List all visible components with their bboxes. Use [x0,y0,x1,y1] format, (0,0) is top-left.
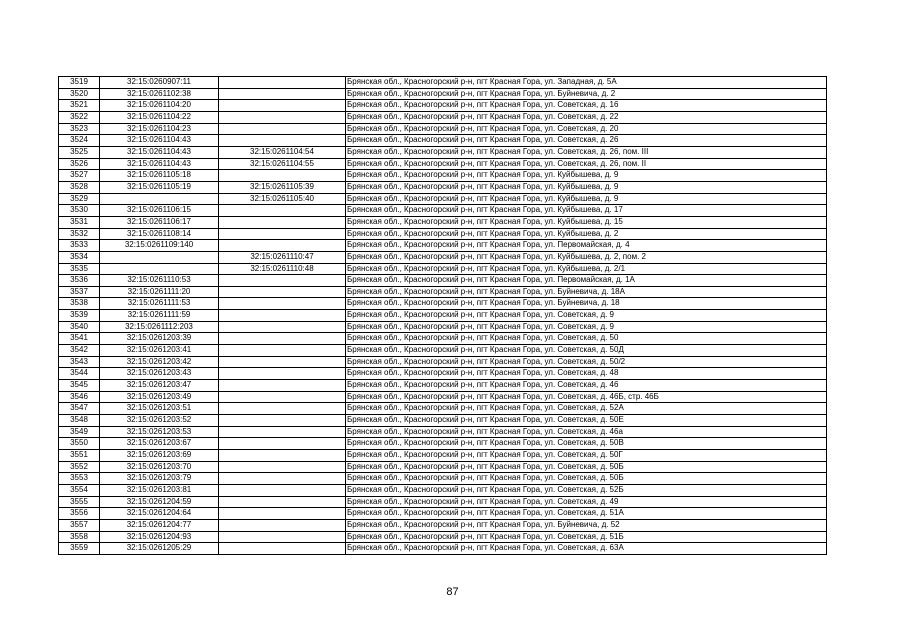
address-cell: Брянская обл., Красногорский р-н, пгт Красная Гора, ул. Советская, д. 63А [346,543,827,555]
sub-cadastral-number-cell [219,508,346,520]
row-number-cell: 3531 [59,216,100,228]
table-row [59,123,827,135]
row-number-cell: 3550 [59,438,100,450]
row-number-cell: 3521 [59,100,100,112]
address-cell: Брянская обл., Красногорский р-н, пгт Красная Гора, ул. Советская, д. 50Б [346,461,827,473]
address-cell: Брянская обл., Красногорский р-н, пгт Красная Гора, ул. Советская, д. 48 [346,368,827,380]
table-row [59,275,827,287]
address-cell: Брянская обл., Красногорский р-н, пгт Красная Гора, ул. Советская, д. 26, пом. II [346,158,827,170]
address-cell: Брянская обл., Красногорский р-н, пгт Красная Гора, ул. Советская, д. 50Б [346,473,827,485]
address-cell: Брянская обл., Красногорский р-н, пгт Красная Гора, ул. Буйневича, д. 52 [346,519,827,531]
sub-cadastral-number-cell [219,473,346,485]
table-row [59,263,827,275]
table-row [59,415,827,427]
address-cell: Брянская обл., Красногорский р-н, пгт Красная Гора, ул. Советская, д. 51Б [346,531,827,543]
row-number-cell: 3526 [59,158,100,170]
row-number-cell: 3535 [59,263,100,275]
table-row [59,251,827,263]
sub-cadastral-number-cell [219,135,346,147]
cadastral-number-cell: 32:15:0261112:203 [100,321,219,333]
table-row [59,519,827,531]
row-number-cell: 3546 [59,391,100,403]
table-row [59,240,827,252]
cadastral-number-cell: 32:15:0261205:29 [100,543,219,555]
sub-cadastral-number-cell [219,415,346,427]
property-registry-table [58,76,827,555]
table-row [59,181,827,193]
cadastral-number-cell: 32:15:0261203:42 [100,356,219,368]
address-cell: Брянская обл., Красногорский р-н, пгт Красная Гора, ул. Советская, д. 50 [346,333,827,345]
sub-cadastral-number-cell [219,438,346,450]
row-number-cell: 3532 [59,228,100,240]
row-number-cell: 3528 [59,181,100,193]
sub-cadastral-number-cell [219,310,346,322]
cadastral-number-cell: 32:15:0261104:22 [100,111,219,123]
row-number-cell: 3541 [59,333,100,345]
cadastral-number-cell: 32:15:0261111:20 [100,286,219,298]
address-cell: Брянская обл., Красногорский р-н, пгт Красная Гора, ул. Куйбышева, д. 15 [346,216,827,228]
cadastral-number-cell: 32:15:0261105:19 [100,181,219,193]
sub-cadastral-number-cell [219,228,346,240]
row-number-cell: 3543 [59,356,100,368]
row-number-cell: 3522 [59,111,100,123]
cadastral-number-cell: 32:15:0261104:23 [100,123,219,135]
sub-cadastral-number-cell [219,205,346,217]
row-number-cell: 3527 [59,170,100,182]
address-cell: Брянская обл., Красногорский р-н, пгт Красная Гора, ул. Куйбышева, д. 9 [346,170,827,182]
sub-cadastral-number-cell [219,216,346,228]
sub-cadastral-number-cell [219,519,346,531]
sub-cadastral-number-cell [219,356,346,368]
sub-cadastral-number-cell [219,100,346,112]
row-number-cell: 3525 [59,146,100,158]
address-cell: Брянская обл., Красногорский р-н, пгт Красная Гора, ул. Буйневича, д. 2 [346,88,827,100]
row-number-cell: 3524 [59,135,100,147]
address-cell: Брянская обл., Красногорский р-н, пгт Красная Гора, ул. Куйбышева, д. 9 [346,193,827,205]
sub-cadastral-number-cell: 32:15:0261105:39 [219,181,346,193]
row-number-cell: 3559 [59,543,100,555]
table-row [59,368,827,380]
cadastral-number-cell: 32:15:0261111:53 [100,298,219,310]
row-number-cell: 3520 [59,88,100,100]
address-cell: Брянская обл., Красногорский р-н, пгт Красная Гора, ул. Советская, д. 50/2 [346,356,827,368]
cadastral-number-cell: 32:15:0261106:17 [100,216,219,228]
address-cell: Брянская обл., Красногорский р-н, пгт Красная Гора, ул. Советская, д. 9 [346,310,827,322]
cadastral-number-cell: 32:15:0261203:69 [100,450,219,462]
sub-cadastral-number-cell [219,298,346,310]
address-cell: Брянская обл., Красногорский р-н, пгт Красная Гора, ул. Советская, д. 26 [346,135,827,147]
cadastral-number-cell [100,263,219,275]
table-row [59,170,827,182]
table-row [59,77,827,89]
address-cell: Брянская обл., Красногорский р-н, пгт Красная Гора, ул. Советская, д. 50Д [346,345,827,357]
cadastral-number-cell: 32:15:0261203:43 [100,368,219,380]
cadastral-number-cell: 32:15:0261203:79 [100,473,219,485]
sub-cadastral-number-cell [219,543,346,555]
address-cell: Брянская обл., Красногорский р-н, пгт Красная Гора, ул. Советская, д. 46а [346,426,827,438]
sub-cadastral-number-cell [219,496,346,508]
registry-table-body [59,77,827,555]
table-row [59,88,827,100]
table-row [59,135,827,147]
table-row [59,380,827,392]
table-row [59,100,827,112]
row-number-cell: 3523 [59,123,100,135]
cadastral-number-cell [100,193,219,205]
table-row [59,356,827,368]
sub-cadastral-number-cell [219,426,346,438]
sub-cadastral-number-cell: 32:15:0261104:55 [219,158,346,170]
address-cell: Брянская обл., Красногорский р-н, пгт Красная Гора, ул. Советская, д. 52Б [346,484,827,496]
cadastral-number-cell: 32:15:0261203:47 [100,380,219,392]
table-row [59,310,827,322]
cadastral-number-cell: 32:15:0260907:11 [100,77,219,89]
cadastral-number-cell: 32:15:0261108:14 [100,228,219,240]
address-cell: Брянская обл., Красногорский р-н, пгт Красная Гора, ул. Советская, д. 22 [346,111,827,123]
row-number-cell: 3534 [59,251,100,263]
cadastral-number-cell: 32:15:0261109:140 [100,240,219,252]
table-row [59,298,827,310]
table-row [59,216,827,228]
table-row [59,461,827,473]
address-cell: Брянская обл., Красногорский р-н, пгт Красная Гора, ул. Куйбышева, д. 2, пом. 2 [346,251,827,263]
sub-cadastral-number-cell [219,368,346,380]
address-cell: Брянская обл., Красногорский р-н, пгт Красная Гора, ул. Буйневича, д. 18 [346,298,827,310]
table-row [59,111,827,123]
row-number-cell: 3533 [59,240,100,252]
address-cell: Брянская обл., Красногорский р-н, пгт Красная Гора, ул. Советская, д. 50Г [346,450,827,462]
sub-cadastral-number-cell [219,88,346,100]
address-cell: Брянская обл., Красногорский р-н, пгт Красная Гора, ул. Куйбышева, д. 2 [346,228,827,240]
row-number-cell: 3552 [59,461,100,473]
table-row [59,508,827,520]
sub-cadastral-number-cell [219,123,346,135]
cadastral-number-cell: 32:15:0261203:81 [100,484,219,496]
table-row [59,146,827,158]
cadastral-number-cell: 32:15:0261203:67 [100,438,219,450]
row-number-cell: 3537 [59,286,100,298]
cadastral-number-cell: 32:15:0261104:43 [100,135,219,147]
table-row [59,158,827,170]
table-row [59,403,827,415]
address-cell: Брянская обл., Красногорский р-н, пгт Красная Гора, ул. Советская, д. 46 [346,380,827,392]
row-number-cell: 3558 [59,531,100,543]
cadastral-number-cell [100,251,219,263]
cadastral-number-cell: 32:15:0261204:93 [100,531,219,543]
table-row [59,473,827,485]
sub-cadastral-number-cell [219,286,346,298]
sub-cadastral-number-cell [219,240,346,252]
address-cell: Брянская обл., Красногорский р-н, пгт Красная Гора, ул. Советская, д. 20 [346,123,827,135]
sub-cadastral-number-cell [219,391,346,403]
address-cell: Брянская обл., Красногорский р-н, пгт Красная Гора, ул. Советская, д. 50В [346,438,827,450]
table-row [59,484,827,496]
sub-cadastral-number-cell [219,403,346,415]
sub-cadastral-number-cell [219,380,346,392]
cadastral-number-cell: 32:15:0261105:18 [100,170,219,182]
cadastral-number-cell: 32:15:0261203:52 [100,415,219,427]
cadastral-number-cell: 32:15:0261111:59 [100,310,219,322]
cadastral-number-cell: 32:15:0261204:77 [100,519,219,531]
row-number-cell: 3539 [59,310,100,322]
address-cell: Брянская обл., Красногорский р-н, пгт Красная Гора, ул. Первомайская, д. 4 [346,240,827,252]
address-cell: Брянская обл., Красногорский р-н, пгт Красная Гора, ул. Западная, д. 5А [346,77,827,89]
table-row [59,450,827,462]
cadastral-number-cell: 32:15:0261203:49 [100,391,219,403]
row-number-cell: 3545 [59,380,100,392]
row-number-cell: 3538 [59,298,100,310]
cadastral-number-cell: 32:15:0261203:41 [100,345,219,357]
table-row [59,333,827,345]
address-cell: Брянская обл., Красногорский р-н, пгт Красная Гора, ул. Советская, д. 26, пом. III [346,146,827,158]
address-cell: Брянская обл., Красногорский р-н, пгт Красная Гора, ул. Куйбышева, д. 17 [346,205,827,217]
cadastral-number-cell: 32:15:0261203:53 [100,426,219,438]
table-row [59,193,827,205]
sub-cadastral-number-cell [219,333,346,345]
cadastral-number-cell: 32:15:0261203:39 [100,333,219,345]
cadastral-number-cell: 32:15:0261204:59 [100,496,219,508]
table-row [59,543,827,555]
cadastral-number-cell: 32:15:0261110:53 [100,275,219,287]
row-number-cell: 3540 [59,321,100,333]
row-number-cell: 3551 [59,450,100,462]
address-cell: Брянская обл., Красногорский р-н, пгт Красная Гора, ул. Советская, д. 51А [346,508,827,520]
cadastral-number-cell: 32:15:0261104:43 [100,146,219,158]
row-number-cell: 3556 [59,508,100,520]
address-cell: Брянская обл., Красногорский р-н, пгт Красная Гора, ул. Советская, д. 9 [346,321,827,333]
address-cell: Брянская обл., Красногорский р-н, пгт Красная Гора, ул. Куйбышева, д. 9 [346,181,827,193]
table-row [59,438,827,450]
sub-cadastral-number-cell [219,461,346,473]
cadastral-number-cell: 32:15:0261203:70 [100,461,219,473]
cadastral-number-cell: 32:15:0261102:38 [100,88,219,100]
address-cell: Брянская обл., Красногорский р-н, пгт Красная Гора, ул. Советская, д. 46Б, стр. 46Б [346,391,827,403]
table-row [59,321,827,333]
cadastral-number-cell: 32:15:0261104:20 [100,100,219,112]
table-row [59,531,827,543]
sub-cadastral-number-cell [219,321,346,333]
address-cell: Брянская обл., Красногорский р-н, пгт Красная Гора, ул. Куйбышева, д. 2/1 [346,263,827,275]
table-row [59,286,827,298]
sub-cadastral-number-cell [219,275,346,287]
row-number-cell: 3557 [59,519,100,531]
row-number-cell: 3553 [59,473,100,485]
sub-cadastral-number-cell [219,111,346,123]
row-number-cell: 3544 [59,368,100,380]
sub-cadastral-number-cell [219,170,346,182]
table-row [59,426,827,438]
sub-cadastral-number-cell: 32:15:0261105:40 [219,193,346,205]
cadastral-number-cell: 32:15:0261203:51 [100,403,219,415]
table-row [59,496,827,508]
cadastral-number-cell: 32:15:0261104:43 [100,158,219,170]
sub-cadastral-number-cell [219,484,346,496]
sub-cadastral-number-cell: 32:15:0261110:48 [219,263,346,275]
address-cell: Брянская обл., Красногорский р-н, пгт Красная Гора, ул. Советская, д. 50Е [346,415,827,427]
table-row [59,345,827,357]
address-cell: Брянская обл., Красногорский р-н, пгт Красная Гора, ул. Первомайская, д. 1А [346,275,827,287]
sub-cadastral-number-cell: 32:15:0261104:54 [219,146,346,158]
sub-cadastral-number-cell [219,450,346,462]
row-number-cell: 3529 [59,193,100,205]
row-number-cell: 3548 [59,415,100,427]
row-number-cell: 3547 [59,403,100,415]
row-number-cell: 3542 [59,345,100,357]
address-cell: Брянская обл., Красногорский р-н, пгт Красная Гора, ул. Советская, д. 52А [346,403,827,415]
table-row [59,228,827,240]
row-number-cell: 3554 [59,484,100,496]
row-number-cell: 3519 [59,77,100,89]
row-number-cell: 3555 [59,496,100,508]
cadastral-number-cell: 32:15:0261204:64 [100,508,219,520]
address-cell: Брянская обл., Красногорский р-н, пгт Красная Гора, ул. Советская, д. 49 [346,496,827,508]
address-cell: Брянская обл., Красногорский р-н, пгт Красная Гора, ул. Советская, д. 16 [346,100,827,112]
sub-cadastral-number-cell [219,77,346,89]
table-row [59,391,827,403]
sub-cadastral-number-cell [219,531,346,543]
cadastral-number-cell: 32:15:0261106:15 [100,205,219,217]
sub-cadastral-number-cell [219,345,346,357]
address-cell: Брянская обл., Красногорский р-н, пгт Красная Гора, ул. Буйневича, д. 18А [346,286,827,298]
row-number-cell: 3536 [59,275,100,287]
table-row [59,205,827,217]
sub-cadastral-number-cell: 32:15:0261110:47 [219,251,346,263]
page-number: 87 [446,586,459,598]
row-number-cell: 3530 [59,205,100,217]
row-number-cell: 3549 [59,426,100,438]
